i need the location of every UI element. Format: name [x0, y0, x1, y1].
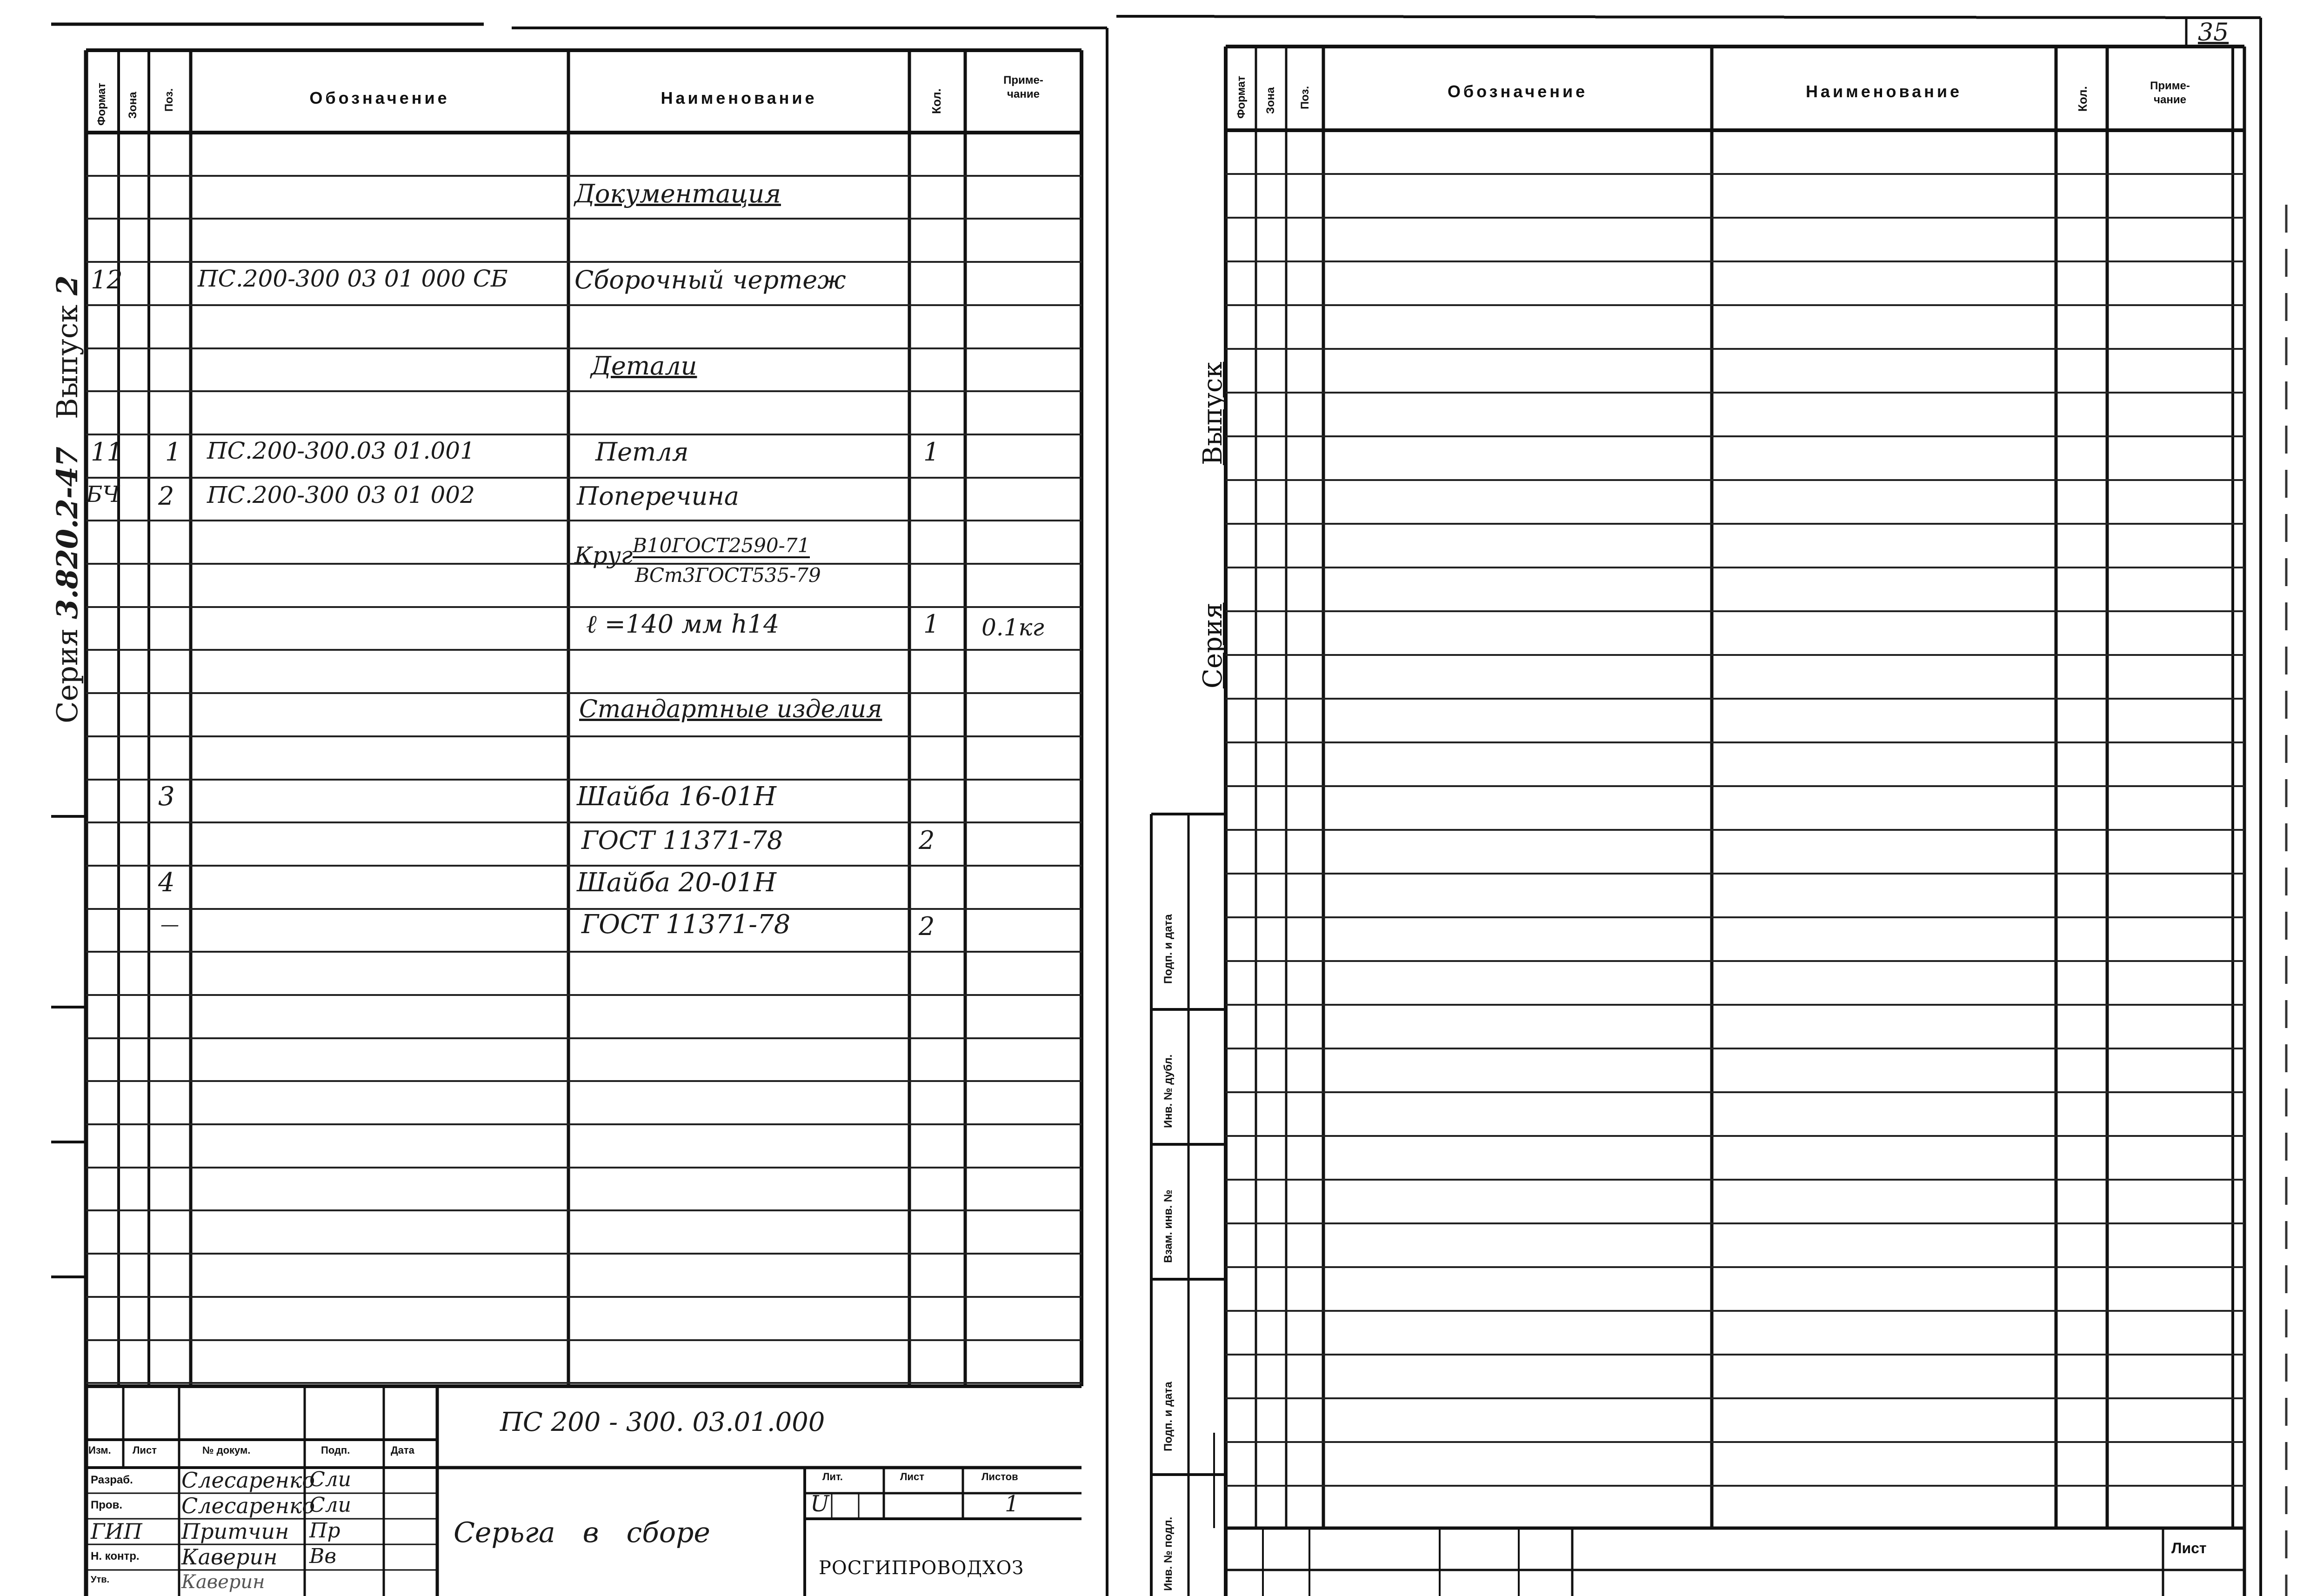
row-pos: 1: [165, 437, 181, 467]
row-name: Поперечина: [577, 481, 739, 511]
tb-person: Притчин: [181, 1519, 289, 1544]
margin-series-block: Серия 3.820.2-47 Выпуск 2: [50, 275, 84, 723]
tb-listov-label: Листов: [981, 1471, 1018, 1482]
row-designation: ПС.200-300 03 01 002: [207, 481, 475, 508]
row-name: ГОСТ 11371-78: [581, 826, 783, 855]
header-zone: Зона: [127, 92, 139, 119]
tb-col-list: Лист: [133, 1444, 157, 1456]
header-format: Формат: [1235, 75, 1248, 119]
row-name: Сборочный чертеж: [574, 265, 846, 294]
row-pos: 2: [158, 481, 174, 511]
tb-lit-value: U: [810, 1491, 829, 1517]
header-pos: Поз.: [163, 88, 175, 112]
header-format: Формат: [95, 82, 108, 126]
tb-signature: Сли: [309, 1468, 352, 1491]
row-format: 11: [91, 437, 123, 467]
tb-person: Каверин: [181, 1571, 265, 1593]
tb-col-doc: № докум.: [202, 1444, 251, 1456]
header-note: Приме- чание: [1003, 74, 1043, 100]
header-name: Наименование: [661, 88, 817, 107]
row-note: 0.1кг: [981, 614, 1044, 641]
stamp-podp-data: Подп. и дата: [1162, 914, 1175, 984]
row-name: Петля: [595, 437, 689, 467]
header-designation: Обозначение: [309, 88, 450, 107]
header-qty: Кол.: [929, 88, 943, 114]
tb-person: Слесаренко: [181, 1493, 315, 1518]
row-name: ℓ =140 мм h14: [586, 609, 780, 639]
row-qty: 1: [923, 609, 940, 639]
tb-role: Н. контр.: [91, 1550, 140, 1563]
row-name: Круг: [574, 542, 633, 569]
row-name-fraction-num: В10ГОСТ2590-71: [633, 535, 810, 558]
tb-role: ГИП: [91, 1519, 142, 1544]
row-name-documentation: Документация: [574, 179, 781, 208]
page-number: 35: [2198, 19, 2229, 47]
stamp-vzam-inv: Взам. инв. №: [1162, 1189, 1175, 1263]
tb-role: Пров.: [91, 1499, 122, 1511]
margin-issue: Выпуск: [1198, 361, 1228, 465]
row-pos: 3: [158, 781, 175, 812]
row-designation: ПС.200-300 03 01 000 СБ: [198, 265, 508, 292]
tb-role: Утв.: [91, 1575, 110, 1585]
tb-signature: Сли: [309, 1493, 352, 1517]
row-qty: 2: [919, 826, 935, 855]
tb-listov-value: 1: [1005, 1491, 1019, 1517]
row-pos: 4: [158, 868, 175, 898]
tb-lit-label: Лит.: [822, 1471, 843, 1482]
header-designation: Обозначение: [1447, 82, 1588, 101]
document-code: ПС 200 - 300. 03.01.000: [500, 1407, 825, 1437]
stamp-podp-data: Подп. и дата: [1162, 1382, 1175, 1451]
row-name: ГОСТ 11371-78: [581, 909, 791, 940]
tb-signature: Пр: [309, 1519, 340, 1543]
row-pos: —: [160, 914, 179, 935]
row-qty: 2: [919, 912, 935, 941]
row-name: Шайба 16-01Н: [577, 781, 776, 812]
header-zone: Зона: [1264, 87, 1277, 114]
row-name: Шайба 20-01Н: [577, 868, 776, 898]
tb-list-label: Лист: [900, 1471, 924, 1482]
tb-signature: Вв: [309, 1544, 336, 1568]
sheet-label: Лист: [2171, 1540, 2207, 1556]
row-format: 12: [91, 265, 123, 294]
stamp-inv-dubl: Инв. № дубл.: [1162, 1054, 1175, 1128]
tb-col-podp: Подп.: [321, 1444, 350, 1456]
row-name-standard: Стандартные изделия: [579, 695, 882, 723]
row-name-fraction-den: ВСт3ГОСТ535-79: [635, 564, 821, 587]
tb-person: Каверин: [181, 1544, 278, 1569]
document-title: Серьга в сборе: [454, 1516, 710, 1549]
header-pos: Поз.: [1299, 86, 1311, 109]
header-name: Наименование: [1805, 82, 1963, 101]
tb-role: Разраб.: [91, 1474, 133, 1486]
tb-person: Слесаренко: [181, 1468, 315, 1493]
row-designation: ПС.200-300.03 01.001: [207, 437, 475, 464]
row-format: БЧ: [86, 481, 120, 508]
stamp-inv-podl: Инв. № подл.: [1162, 1516, 1175, 1591]
tb-col-data: Дата: [391, 1444, 414, 1456]
organization: РОСГИПРОВОДХОЗ: [819, 1557, 1024, 1579]
margin-series: Серия: [1198, 602, 1228, 688]
row-name-details: Детали: [591, 351, 697, 381]
header-qty: Кол.: [2076, 86, 2090, 112]
tb-col-izm: Изм.: [88, 1444, 111, 1456]
header-note: Приме- чание: [2150, 80, 2190, 106]
row-qty: 1: [923, 437, 940, 467]
